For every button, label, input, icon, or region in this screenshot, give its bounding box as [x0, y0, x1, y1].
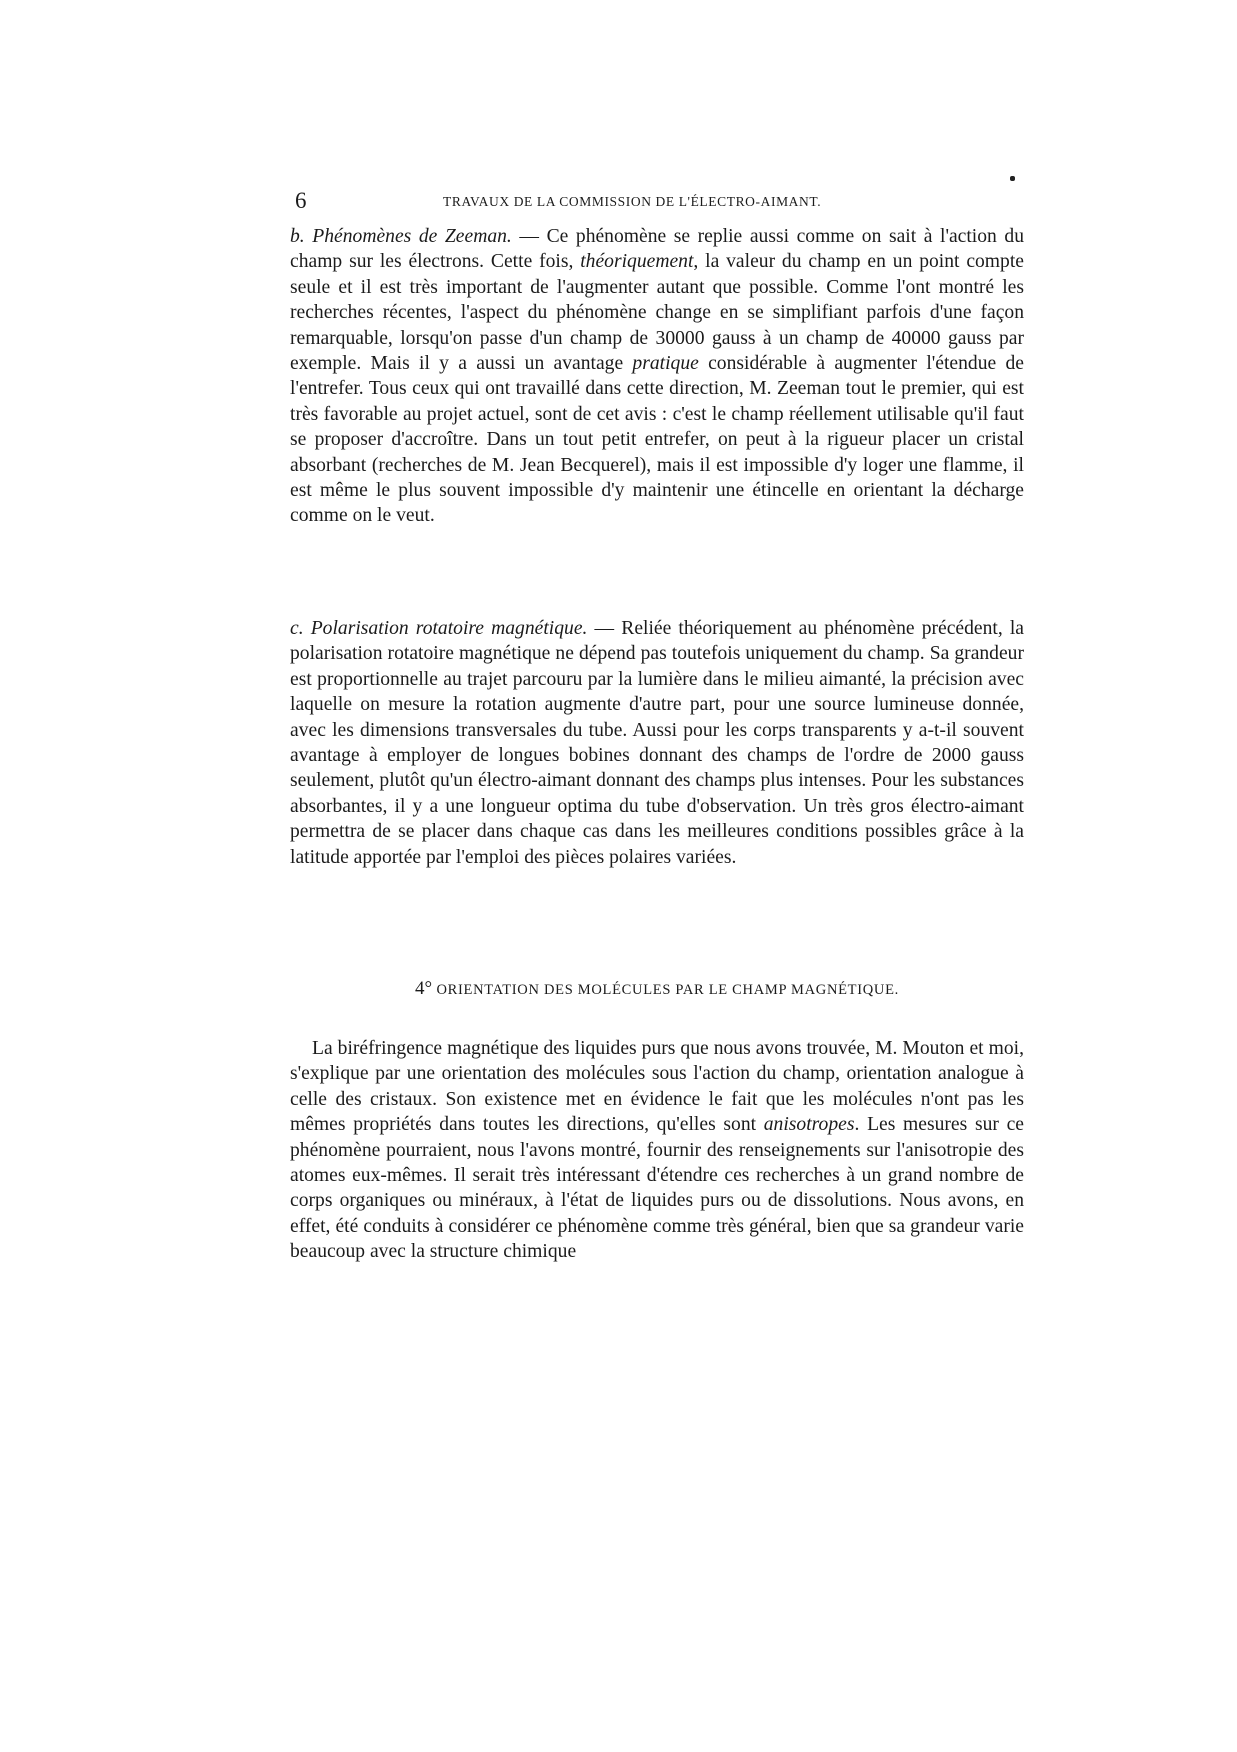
text-run: , la valeur du champ en un point compte seule et il est très important de l'augmenter autant que possible. Comme l'ont montré les recherches récentes, l'aspect du phénomène change en se simplifiant parfois d'une façon remarquable, lorsqu'on passe d'un champ de 30000 gauss à un champ de 40000 gauss par exemple. Mais il y a aussi un avantage: [290, 251, 1024, 375]
paragraph-text: [290, 1036, 1024, 1265]
paragraph-text: [290, 224, 1024, 529]
section-number: 4°: [415, 978, 433, 999]
text-run: La biréfringence magnétique des liquides purs que nous avons trouvée, M. Mouton et moi, s'explique par une orientation des molécules sous l'action du champ, orientation analogue à celle des cristaux. Son existence met en évidence le fait que les molécules n'ont pas les mêmes propriétés dans toutes les directions, qu'elles sont: [290, 1038, 1024, 1136]
running-title: TRAVAUX DE LA COMMISSION DE L'ÉLECTRO-AIMANT.: [443, 194, 822, 209]
paragraph-zeeman: [290, 224, 1024, 529]
text-run: . Les mesures sur ce phénomène pourraient, nous l'avons montré, fournir des renseignements sur l'anisotropie des atomes eux-mêmes. Il serait très intéressant d'étendre ces recherches à un grand nombre de corps organiques ou minéraux, à l'état de liquides purs ou de dissolutions. Nous avons, en effet, été conduits à considérer ce phénomène comme très général, bien que sa grandeur varie beaucoup avec la structure chimique: [290, 1114, 1024, 1263]
text-run: — Ce phénomène se replie aussi comme on sait à l'action du champ sur les électrons. Cette fois,: [290, 226, 1024, 273]
emphasis: pratique: [632, 353, 699, 375]
paragraph-polarisation: [290, 616, 1024, 870]
section-title: ORIENTATION DES MOLÉCULES PAR LE CHAMP MAGNÉTIQUE.: [436, 982, 899, 998]
emphasis: théoriquement: [580, 251, 694, 273]
running-head: [295, 188, 1025, 214]
paragraph-lead: b. Phénomènes de Zeeman.: [290, 226, 512, 247]
section-heading: [290, 978, 1024, 1001]
paragraph-lead: c. Polarisation rotatoire magnétique.: [290, 618, 588, 639]
text-run: considérable à augmenter l'étendue de l'entrefer. Tous ceux qui ont travaillé dans cette direction, M. Zeeman tout le premier, qui est très favorable au projet actuel, sont de cet avis : c'est le champ réellement utilisable qu'il faut se proposer d'accroître. Dans un tout petit entrefer, on peut à la rigueur placer un cristal absorbant (recherches de M. Jean Becquerel), mais il est impossible d'y loger une flamme, il est même le plus souvent impossible d'y maintenir une étincelle en orientant la décharge comme on le veut.: [290, 353, 1024, 527]
emphasis: anisotropes: [763, 1114, 855, 1136]
text-run: — Reliée théoriquement au phénomène précédent, la polarisation rotatoire magnétique ne dépend pas toutefois uniquement du champ. Sa grandeur est proportionnelle au trajet parcouru par la lumière dans le milieu aimanté, la précision avec laquelle on mesure la rotation augmente d'autre part, pour une source lumineuse donnée, avec les dimensions transversales du tube. Aussi pour les corps transparents y a-t-il souvent avantage à employer de longues bobines donnant des champs de l'ordre de 2000 gauss seulement, plutôt qu'un électro-aimant donnant des champs plus intenses. Pour les substances absorbantes, il y a une longueur optima du tube d'observation. Un très gros électro-aimant permettra de se placer dans chaque cas dans les meilleures conditions possibles grâce à la latitude apportée par l'emploi des pièces polaires variées.: [290, 618, 1025, 868]
print-speck: [1010, 176, 1015, 181]
paragraph-orientation: [290, 1036, 1024, 1265]
page-number: 6: [295, 188, 307, 213]
paragraph-text: [290, 616, 1024, 870]
